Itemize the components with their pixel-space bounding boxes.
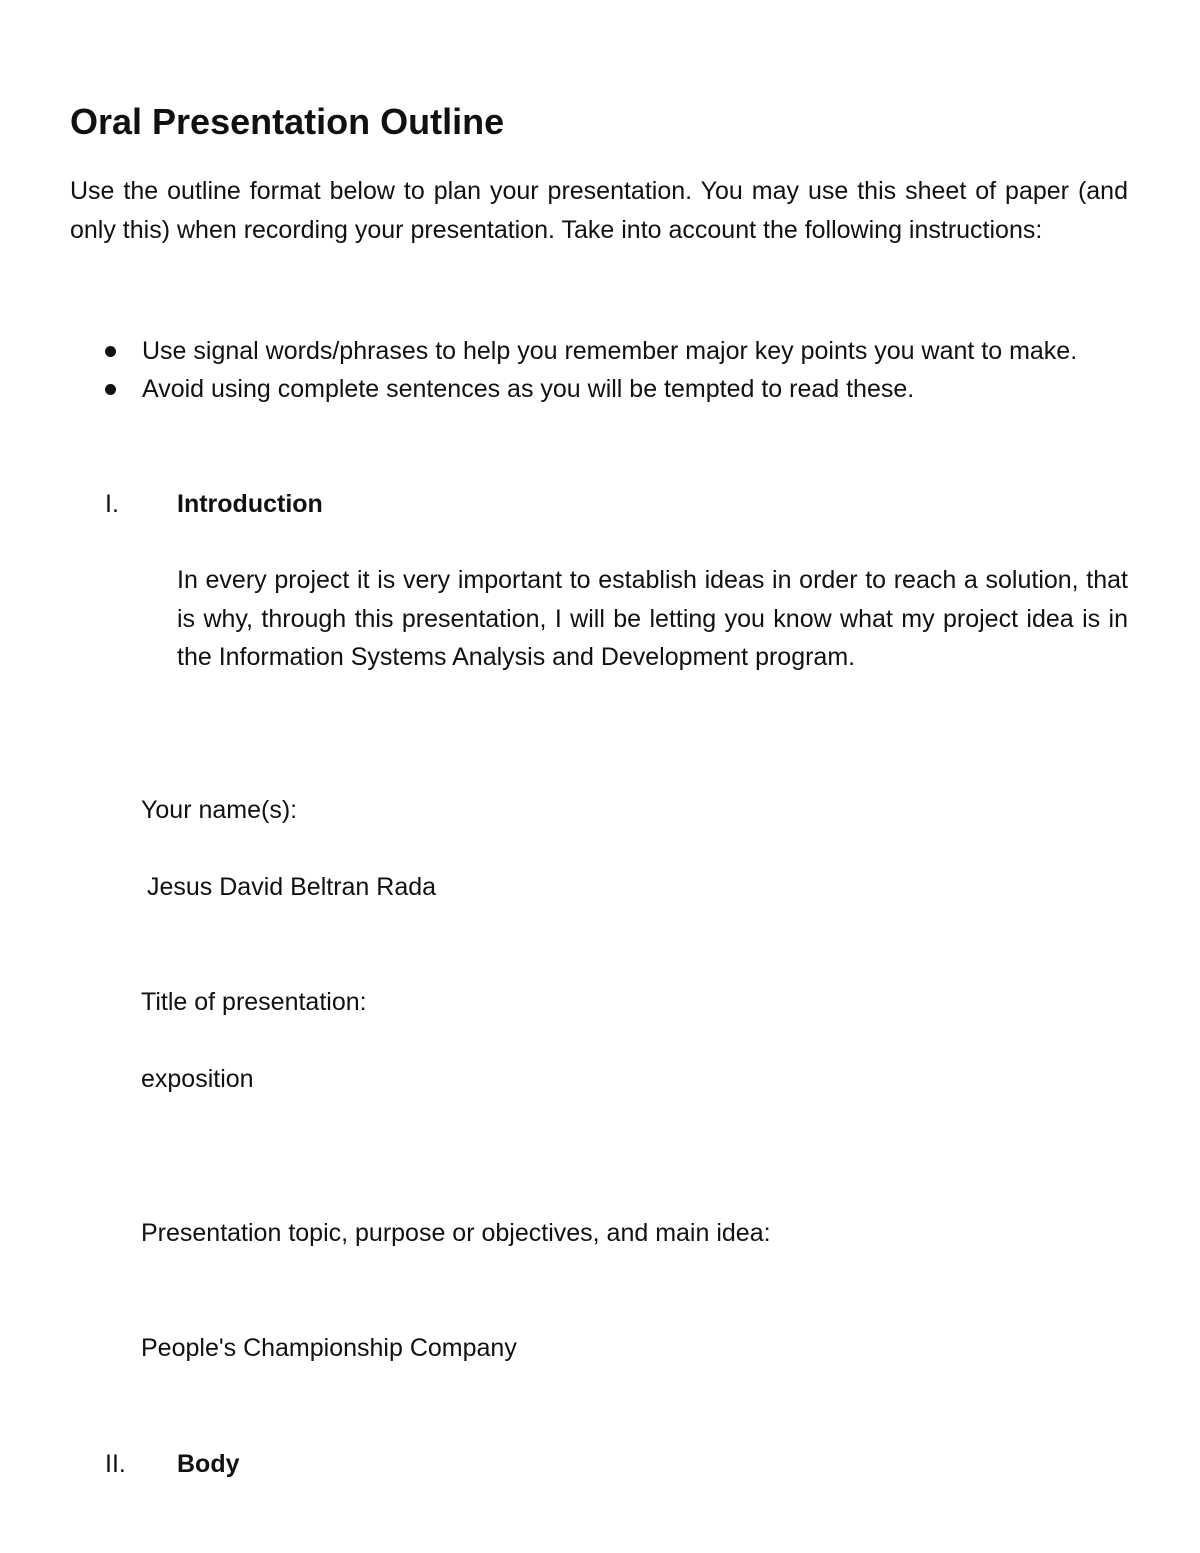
page-title: Oral Presentation Outline — [70, 101, 505, 142]
section-numeral: II. — [105, 1450, 126, 1478]
instruction-text: Use signal words/phrases to help you remember major key points you want to make. — [142, 337, 1078, 365]
bullet-icon — [105, 384, 116, 395]
list-item — [105, 370, 1128, 408]
presentation-title-value: exposition — [141, 1065, 254, 1093]
name-label: Your name(s): — [141, 796, 298, 824]
instruction-text: Avoid using complete sentences as you will be tempted to read these. — [142, 375, 915, 403]
topic-label: Presentation topic, purpose or objectives, and main idea: — [141, 1219, 771, 1247]
intro-paragraph: Use the outline format below to plan your presentation. You may use this sheet of paper (and only this) when recording your presentation. Take into account the following instructions: — [70, 177, 1128, 244]
section-heading-body: Body — [177, 1450, 240, 1478]
name-value: Jesus David Beltran Rada — [147, 873, 437, 901]
bullet-icon — [105, 346, 116, 357]
section-numeral: I. — [105, 490, 119, 518]
section-heading-introduction: Introduction — [177, 490, 323, 518]
list-item — [105, 332, 1128, 370]
topic-value: People's Championship Company — [141, 1334, 517, 1362]
introduction-paragraph: In every project it is very important to establish ideas in order to reach a solution, that is why, through this presentation, I will be letting you know what my project idea is in the Information Systems Analysis and Development program. — [177, 566, 1128, 671]
instruction-list — [105, 332, 1128, 408]
presentation-title-label: Title of presentation: — [141, 988, 367, 1016]
